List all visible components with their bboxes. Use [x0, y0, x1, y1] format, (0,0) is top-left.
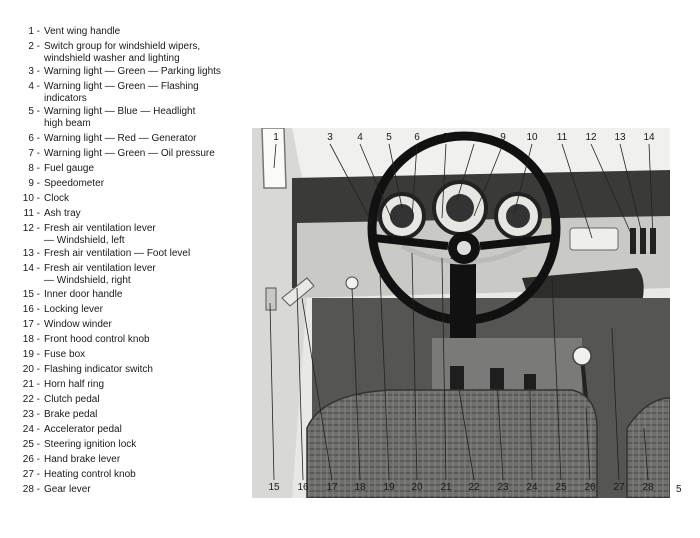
legend-text: Switch group for windshield wipers, windshield washer and lighting	[44, 41, 201, 64]
callout-label-bottom: 16	[297, 482, 309, 493]
callout-label-bottom: 20	[411, 482, 423, 493]
callout-label-top: 11	[556, 132, 568, 143]
legend-number: 26 -	[22, 454, 40, 465]
legend-number: 23 -	[22, 409, 40, 420]
legend-number: 13 -	[22, 248, 40, 259]
legend-number: 12 -	[22, 223, 40, 234]
callout-label-bottom: 15	[268, 482, 280, 493]
callout-label-top: 14	[643, 132, 655, 143]
legend-text: Window winder	[44, 319, 112, 330]
legend-text: Hand brake lever	[44, 454, 121, 465]
callout-label-top: 1	[273, 132, 279, 143]
legend-number: 8 -	[28, 163, 40, 174]
callout-label-top: 4	[357, 132, 363, 143]
callout-label-top: 13	[614, 132, 626, 143]
legend-number: 14 -	[22, 263, 40, 274]
legend-text: Flashing indicator switch	[44, 364, 153, 375]
callout-label-top: 8	[471, 132, 477, 143]
legend-text: Fresh air ventilation lever — Windshield, right	[44, 263, 156, 286]
callout-label-bottom: 21	[440, 482, 452, 493]
legend-text: Warning light — Green — Oil pressure	[44, 148, 215, 159]
legend-number: 28 -	[22, 484, 40, 495]
callout-label-bottom: 22	[468, 482, 480, 493]
legend-number: 16 -	[22, 304, 40, 315]
legend-number: 5 -	[28, 106, 40, 117]
callout-label-bottom: 25	[555, 482, 567, 493]
legend-number: 19 -	[22, 349, 40, 360]
legend-text: Warning light — Red — Generator	[44, 133, 197, 144]
legend-number: 11 -	[23, 208, 40, 219]
legend-text: Speedometer	[44, 178, 105, 189]
legend-number: 24 -	[22, 424, 40, 435]
gear-knob	[573, 347, 591, 365]
legend-text: Heating control knob	[44, 469, 136, 480]
callout-label-top: 9	[500, 132, 506, 143]
legend-text: Warning light — Green — Flashing indicators	[44, 81, 199, 104]
legend-text: Steering ignition lock	[44, 439, 137, 450]
legend-text: Clutch pedal	[44, 394, 100, 405]
legend-text: Ash tray	[44, 208, 81, 219]
page-number: 5	[676, 484, 682, 495]
legend-text: Brake pedal	[44, 409, 98, 420]
callout-label-top: 6	[414, 132, 420, 143]
callout-label-bottom: 24	[526, 482, 538, 493]
legend-number: 7 -	[28, 148, 40, 159]
dashboard-illustration	[252, 128, 670, 498]
vent-lever-left-shape	[630, 228, 636, 254]
legend-number: 25 -	[22, 439, 40, 450]
callout-label-bottom: 27	[613, 482, 625, 493]
legend-number: 6 -	[28, 133, 40, 144]
legend-number: 17 -	[22, 319, 40, 330]
legend-text: Warning light — Blue — Headlight high beam	[44, 106, 196, 129]
steering-column	[450, 258, 476, 338]
callout-label-bottom: 26	[584, 482, 596, 493]
callout-label-top: 5	[386, 132, 392, 143]
legend-number: 22 -	[22, 394, 40, 405]
callout-label-top: 3	[327, 132, 333, 143]
legend-number: 10 -	[22, 193, 40, 204]
ash-tray-shape	[570, 228, 618, 250]
legend-text: Fresh air ventilation lever — Windshield, left	[44, 223, 156, 246]
dashboard-photo	[252, 128, 670, 498]
legend-text: Vent wing handle	[44, 26, 121, 37]
legend-number: 20 -	[22, 364, 40, 375]
callout-label-top: 7	[443, 132, 449, 143]
legend-number: 18 -	[22, 334, 40, 345]
legend-text: Clock	[44, 193, 70, 204]
legend-number: 27 -	[22, 469, 40, 480]
hood-knob-shape	[346, 277, 358, 289]
callout-label-bottom: 18	[354, 482, 366, 493]
legend-number: 9 -	[28, 178, 40, 189]
legend-number: 21 -	[22, 379, 40, 390]
legend-text: Accelerator pedal	[44, 424, 122, 435]
callout-label-top: 12	[585, 132, 597, 143]
legend-number: 2 -	[28, 41, 40, 52]
callout-label-bottom: 28	[642, 482, 654, 493]
legend-text: Horn half ring	[44, 379, 105, 390]
legend-text: Fuel gauge	[44, 163, 95, 174]
legend-text: Front hood control knob	[44, 334, 150, 345]
legend-text: Fresh air ventilation — Foot level	[44, 248, 191, 259]
callout-label-top: 10	[526, 132, 538, 143]
vent-lever-foot-shape	[640, 228, 646, 254]
door-handle-shape	[266, 288, 276, 310]
callout-label-bottom: 19	[383, 482, 395, 493]
callout-label-bottom: 23	[497, 482, 509, 493]
legend-text: Fuse box	[44, 349, 86, 360]
legend-number: 1 -	[28, 26, 40, 37]
legend-number: 4 -	[28, 81, 40, 92]
legend-text: Gear lever	[44, 484, 91, 495]
legend-number: 3 -	[28, 66, 40, 77]
legend-text: Locking lever	[44, 304, 103, 315]
callout-label-bottom: 17	[326, 482, 338, 493]
parts-legend	[0, 0, 250, 538]
legend-text: Inner door handle	[44, 289, 123, 300]
legend-text: Warning light — Green — Parking lights	[44, 66, 221, 77]
legend-number: 15 -	[22, 289, 40, 300]
